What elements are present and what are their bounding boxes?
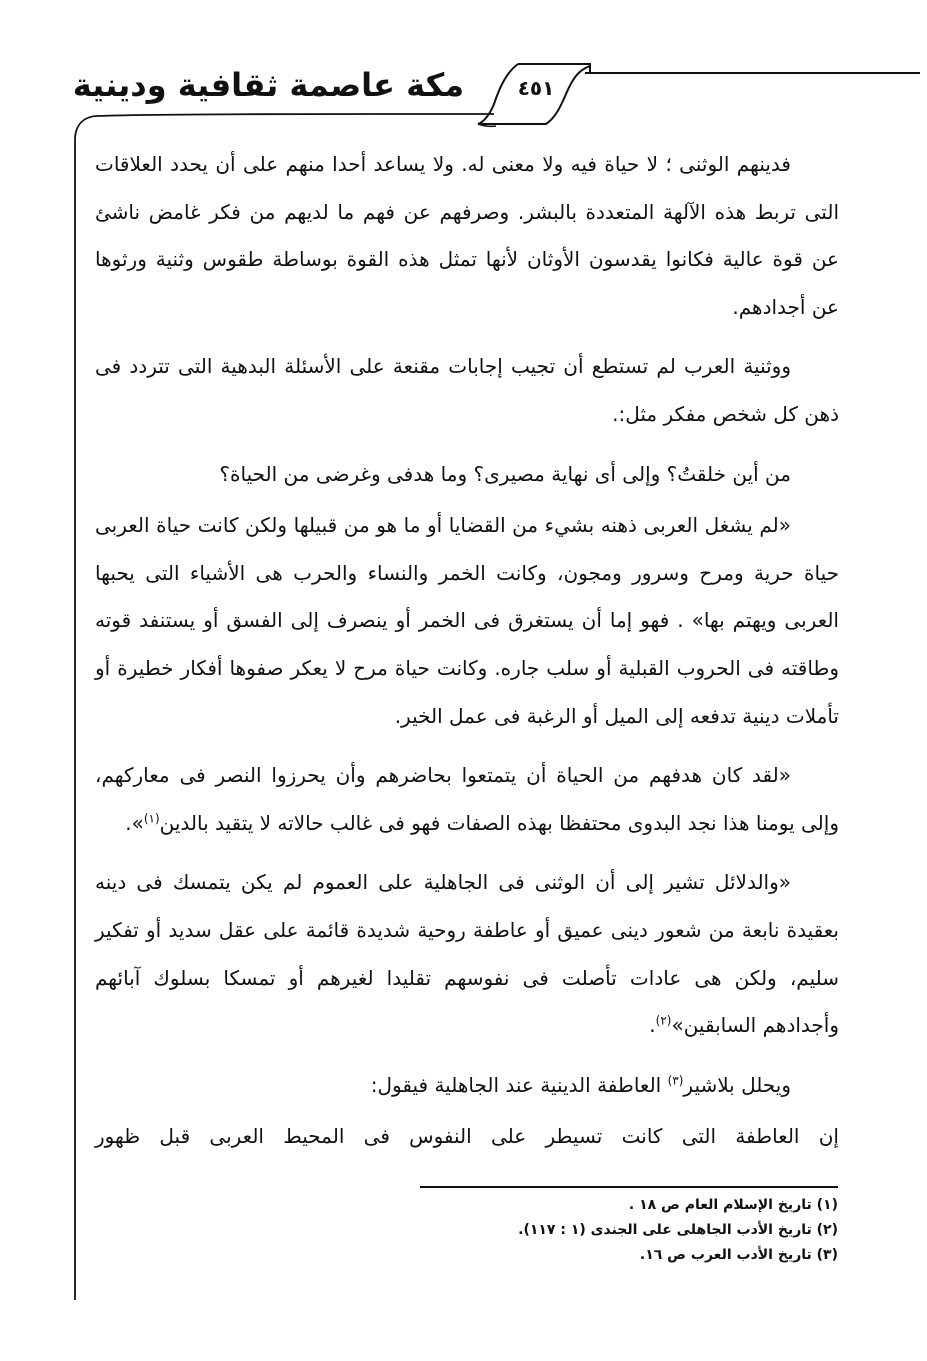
paragraph: «لم يشغل العربى ذهنه بشيء من القضايا أو ما هو من قبيلها ولكن كانت حياة العربى حياة حرية ومرح وسرور ومجون، وكانت الخمر والنساء والحرب هى الأشياء التى يحبها العربى ويهتم بها» . فهو إما أن يستغرق فى الخمر أو ينصرف إلى الفسق أو يستنفد قوته وطاقته فى الحروب القبلية أو سلب جاره. وكانت حياة مرح لا يعكر صفوها أفكار خطيرة أو تأملات دينية تدفعه إلى الميل أو الرغبة فى عمل الخير.	[95, 513, 839, 728]
footnote: (٣) تاريخ الأدب العرب ص ١٦.	[639, 1247, 838, 1263]
main-text	[95, 141, 839, 1161]
page-number: ٤٥١	[517, 76, 555, 100]
footnote-separator	[420, 1186, 838, 1188]
paragraph-end: .	[649, 1013, 656, 1038]
paragraph	[95, 859, 839, 1049]
footnote-reference: (٣)	[667, 1073, 684, 1088]
paragraph-text: ويحلل بلاشير	[683, 1072, 791, 1097]
continued-line: إن العاطفة التى كانت تسيطر على النفوس فى المحيط العربى قبل ظهور	[95, 1124, 839, 1149]
paragraph: ووثنية العرب لم تستطع أن تجيب إجابات مقنعة على الأسئلة البدهية التى تتردد فى ذهن كل شخص مفكر مثل:.	[95, 354, 839, 426]
footnotes	[300, 1193, 838, 1268]
paragraph: فدينهم الوثنى ؛ لا حياة فيه ولا معنى له. ولا يساعد أحدا منهم على أن يحدد العلاقات التى تربط هذه الآلهة المتعددة بالبشر. وصرفهم عن فهم ما لديهم من فكر غامض ناشئ عن قوة عالية فكانوا يقدسون الأوثان لأنها تمثل هذه القوة بوساطة طقوس وثنية ورثوها عن أجدادهم.	[95, 152, 839, 319]
running-title: مكة عاصمة ثقافية ودينية	[72, 66, 464, 104]
footnote-reference: (١)	[143, 811, 160, 826]
paragraph-text: العاطفة الدينية عند الجاهلية فيقول:	[370, 1072, 668, 1097]
footnote: (٢) تاريخ الأدب الجاهلى على الجندى (١ : ١١٧).	[518, 1222, 838, 1238]
paragraph	[95, 752, 839, 847]
footnote: (١) تاريخ الإسلام العام ص ١٨ .	[628, 1197, 838, 1213]
paragraph-text: «لقد كان هدفهم من الحياة أن يتمتعوا بحاضرهم وأن يحرزوا النصر فى معاركهم، وإلى يومنا هذا نجد البدوى محتفظا بهذه الصفات فهو فى غالب حالاته لا يتقيد بالدين	[95, 763, 839, 835]
paragraph-end: ».	[125, 810, 144, 835]
paragraph	[95, 1062, 839, 1110]
paragraph: من أين خلقتُ؟ وإلى أى نهاية مصيرى؟ وما هدفى وغرضى من الحياة؟	[219, 461, 791, 486]
footnote-reference: (٢)	[655, 1013, 672, 1028]
paragraph-text: «والدلائل تشير إلى أن الوثنى فى الجاهلية على العموم لم يكن يتمسك فى دينه بعقيدة نابعة من شعور دينى عميق أو عاطفة روحية شديدة قائمة على عقل سديد أو تفكير سليم، ولكن هى عادات تأصلت فى نفوسهم تقليدا لغيرهم أو تمسكا بسلوك آبائهم وأجدادهم السابقين»	[95, 870, 839, 1038]
